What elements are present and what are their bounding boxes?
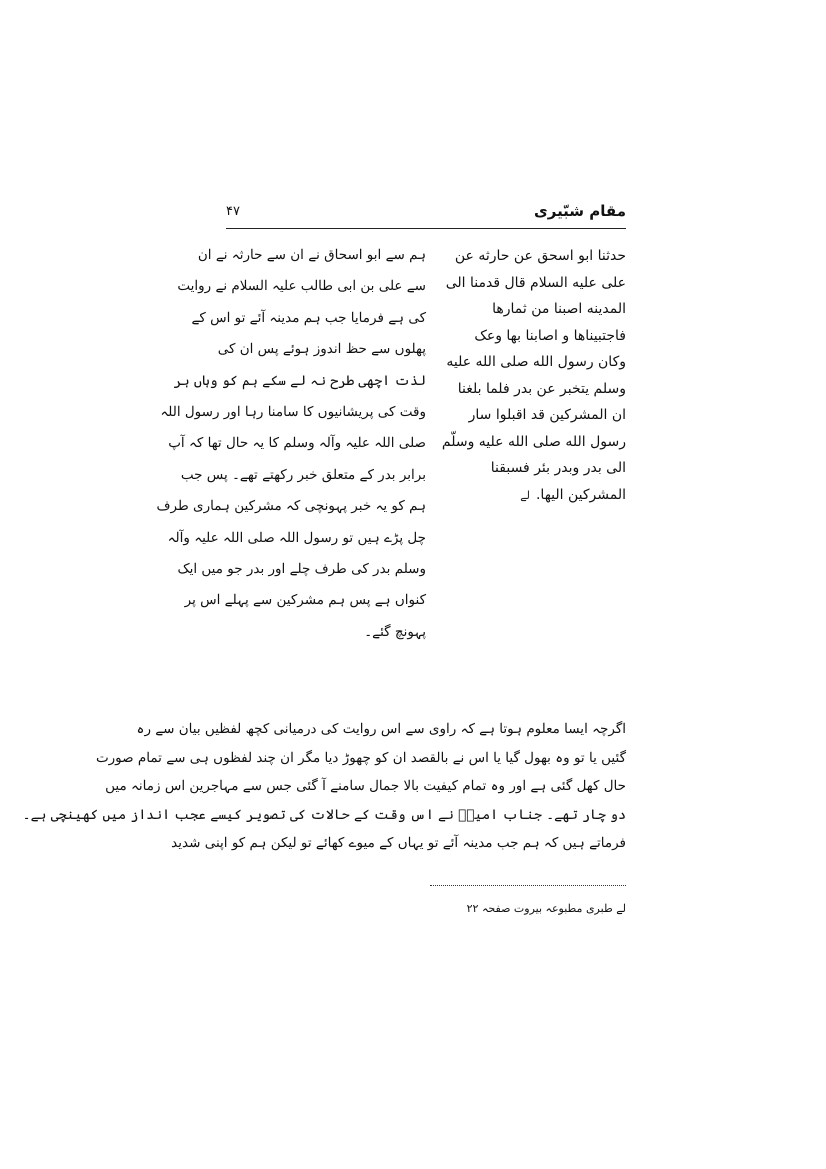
urdu-line: صلی اللہ علیہ وآلہ وسلم کا یہ حال تھا کہ آپ [168,435,426,452]
urdu-translation-column [156,240,426,648]
arabic-text-column [441,243,626,509]
urdu-line: ہم کو یہ خبر پہونچی کہ مشرکین ہماری طرف [156,498,426,515]
arabic-line-last [446,482,626,510]
arabic-line: حدثنا ابو اسحق عن حارثه عن [454,248,626,264]
arabic-line: علی علیه السلام قال قدمنا الی [445,274,626,291]
arabic-line: رسول الله صلی الله علیه وسلّم [441,433,626,450]
footnote-marker: لے [520,488,530,502]
header-rule [226,228,626,229]
arabic-line: فاجتبیناها و اصابنا بها وعک [474,327,626,344]
paragraph-line: دو چار تھے۔ جناب امیرؑ نے اس وقت کے حالات کی تصویر کیسے عجب انداز میں کھینچی ہے۔ [22,806,626,823]
footnote: لے طبری مطبوعہ بیروت صفحہ ۲۲ [466,902,626,915]
paragraph-line: حال کھل گئی ہے اور وہ تمام کیفیت بالا جمال سامنے آ گئی جس سے مہاجرین اس زمانہ میں [105,778,626,794]
urdu-line: کی ہے فرمایا جب ہم مدینہ آئے تو اس کے [191,309,426,326]
urdu-line: لذت اچھی طرح نہ لے سکے ہم کو وہاں ہر [173,372,426,389]
urdu-line: وقت کی پریشانیوں کا سامنا رہا اور رسول اللہ [160,404,426,421]
urdu-line: پھلوں سے حظ اندوز ہوئے پس ان کی [217,341,426,358]
urdu-line: چل پڑے ہیں تو رسول اللہ صلی اللہ علیہ وآلہ [167,529,426,546]
urdu-line: برابر بدر کے متعلق خبر رکھتے تھے۔ پس جب [180,466,426,483]
commentary-paragraph [22,715,626,858]
arabic-line: وكان رسول الله صلی الله علیه [446,354,626,370]
arabic-line: وسلم یتخبر عن بدر فلما بلغنا [457,380,626,397]
arabic-line: المدینه اصبنا من ثمارها [492,301,626,317]
urdu-line: وسلم بدر کی طرف چلے اور بدر جو میں ایک [177,561,426,578]
paragraph-line: اگرچہ ایسا معلوم ہوتا ہے کہ راوی سے اس روایت کی درمیانی کچھ لفظیں بیان سے رہ [136,721,626,737]
page-number: ۴۷ [226,204,240,219]
arabic-line: ان المشرکین قد اقبلوا سار [468,407,626,423]
paragraph-line: فرماتے ہیں کہ ہم جب مدینہ آئے تو یہاں کے میوے کھائے تو لیکن ہم کو اپنی شدید [171,835,626,851]
arabic-line-text: المشرکین الیها. [535,486,626,503]
footnote-separator [430,885,626,886]
urdu-line: ہم سے ابو اسحاق نے ان سے حارثہ نے ان [197,247,426,263]
urdu-line: کنواں ہے پس ہم مشرکین سے پہلے اس پر [184,592,426,609]
urdu-line: سے علی بن ابی طالب علیہ السلام نے روایت [177,278,426,295]
paragraph-line: گئیں یا تو وہ بھول گیا یا اس نے بالقصد ان کو چھوڑ دیا مگر ان چند لفظوں ہی سے تمام صورت [95,749,626,766]
running-header-title: مقام شبّیری [533,202,626,220]
arabic-line: الی بدر وبدر بئر فسبقنا [490,460,626,476]
urdu-line: پہونچ گئے۔ [364,623,426,640]
